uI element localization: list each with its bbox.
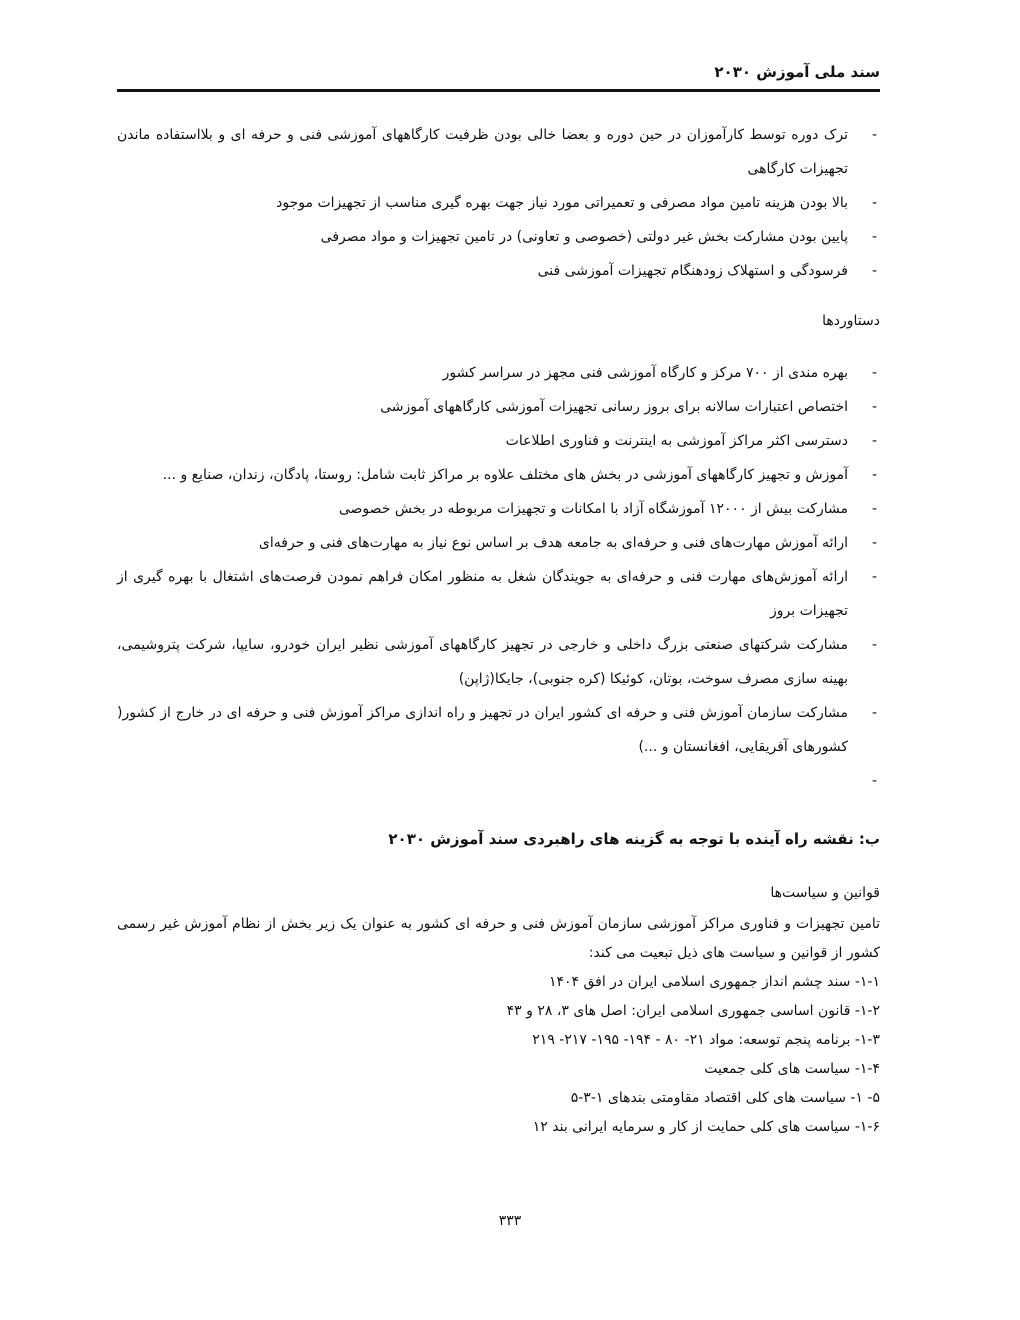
law-item: ۱-۶- سیاست های کلی حمایت از کار و سرمایه ایرانی بند ۱۲: [532, 1119, 880, 1135]
list-item: - ارائه آموزش مهارت‌های فنی و حرفه‌ای به جامعه هدف بر اساس نوع نیاز به مهارت‌های فنی و حرفه‌ای: [117, 526, 880, 560]
empty-list-item: [117, 764, 880, 798]
law-item: ۱-۲- قانون اساسی جمهوری اسلامی ایران: اصل های ۳، ۲۸ و ۴۳: [506, 1003, 880, 1019]
laws-heading: قوانین و سیاست‌ها: [770, 885, 880, 901]
list-item: - مشارکت بیش از ۱۲۰۰۰ آموزشگاه آزاد با امکانات و تجهیزات مربوطه در بخش خصوصی: [117, 492, 880, 526]
list-item: - فرسودگی و استهلاک زودهنگام تجهیزات آموزشی فنی: [117, 254, 880, 288]
page-number: ۳۳۳: [498, 1213, 522, 1229]
list-item: - بهره مندی از ۷۰۰ مرکز و کارگاه آموزشی فنی مجهز در سراسر کشور: [117, 356, 880, 390]
list-item: - آموزش و تجهیز کارگاههای آموزشی در بخش های مختلف علاوه بر مراکز ثابت شامل: روستا، پادگان، زندان، صنایع و ...: [117, 458, 880, 492]
law-item: ۱-۴- سیاست های کلی جمعیت: [704, 1061, 880, 1077]
list-item: - بالا بودن هزینه تامین مواد مصرفی و تعمیراتی مورد نیاز جهت بهره گیری مناسب از تجهیزات موجود: [117, 186, 880, 220]
problems-list: [117, 118, 880, 288]
list-item: - ترک دوره توسط کارآموزان در حین دوره و بعضا خالی بودن ظرفیت کارگاههای آموزشی فنی و حرفه ای و بلااستفاده ماندن تجهیزات کارگاهی: [117, 118, 880, 186]
list-item: - پایین بودن مشارکت بخش غیر دولتی (خصوصی و تعاونی) در تامین تجهیزات و مواد مصرفی: [117, 220, 880, 254]
list-item: - مشارکت سازمان آموزش فنی و حرفه ای کشور ایران در تجهیز و راه اندازی مراکز آموزش فنی و حرفه ای در خارج از کشور( کشورهای آفریقایی، افغانستان و ...): [117, 696, 880, 764]
law-item: ۱-۱- سند چشم انداز جمهوری اسلامی ایران در افق ۱۴۰۴: [548, 974, 880, 990]
roadmap-heading: ب: نقشه راه آینده با توجه به گزینه های راهبردی سند آموزش ۲۰۳۰: [388, 830, 880, 848]
list-item: - ارائه آموزش‌های مهارت فنی و حرفه‌ای به جویندگان شغل به منظور امکان فراهم نمودن فرصت‌های اشتغال با بهره گیری از تجهیزات بروز: [117, 560, 880, 628]
law-item: ۱-۳- برنامه پنجم توسعه: مواد ۲۱- ۸۰ - ۱۹۴- ۱۹۵- ۲۱۷- ۲۱۹: [532, 1032, 880, 1048]
laws-intro-paragraph: تامین تجهیزات و فناوری مراکز آموزشی سازمان آموزش فنی و حرفه ای کشور به عنوان یک زیر بخش از نظام آموزش غیر رسمی کشور از قوانین و سیاست های ذیل تبعیت می کند:: [117, 916, 880, 961]
achievements-list: [117, 356, 880, 798]
law-item: ۵- ۱- سیاست های کلی اقتصاد مقاومتی بندهای ۱-۳-۵: [570, 1090, 880, 1106]
list-item: - دسترسی اکثر مراکز آموزشی به اینترنت و فناوری اطلاعات: [117, 424, 880, 458]
list-item: - اختصاص اعتبارات سالانه برای بروز رسانی تجهیزات آموزشی کارگاههای آموزشی: [117, 390, 880, 424]
header-divider: [117, 89, 880, 92]
laws-list: [117, 968, 880, 1142]
page-content: [117, 118, 880, 1142]
achievements-heading: دستاوردها: [822, 313, 880, 329]
list-item: - مشارکت شرکتهای صنعتی بزرگ داخلی و خارجی در تجهیز کارگاههای آموزشی نظیر ایران خودرو، سایپا، شرکت پتروشیمی، بهینه سازی مصرف سوخت، بوتان، کوئیکا (کره جنوبی)، جایکا(ژاپن): [117, 628, 880, 696]
running-header-title: سند ملی آموزش ۲۰۳۰: [714, 63, 880, 81]
